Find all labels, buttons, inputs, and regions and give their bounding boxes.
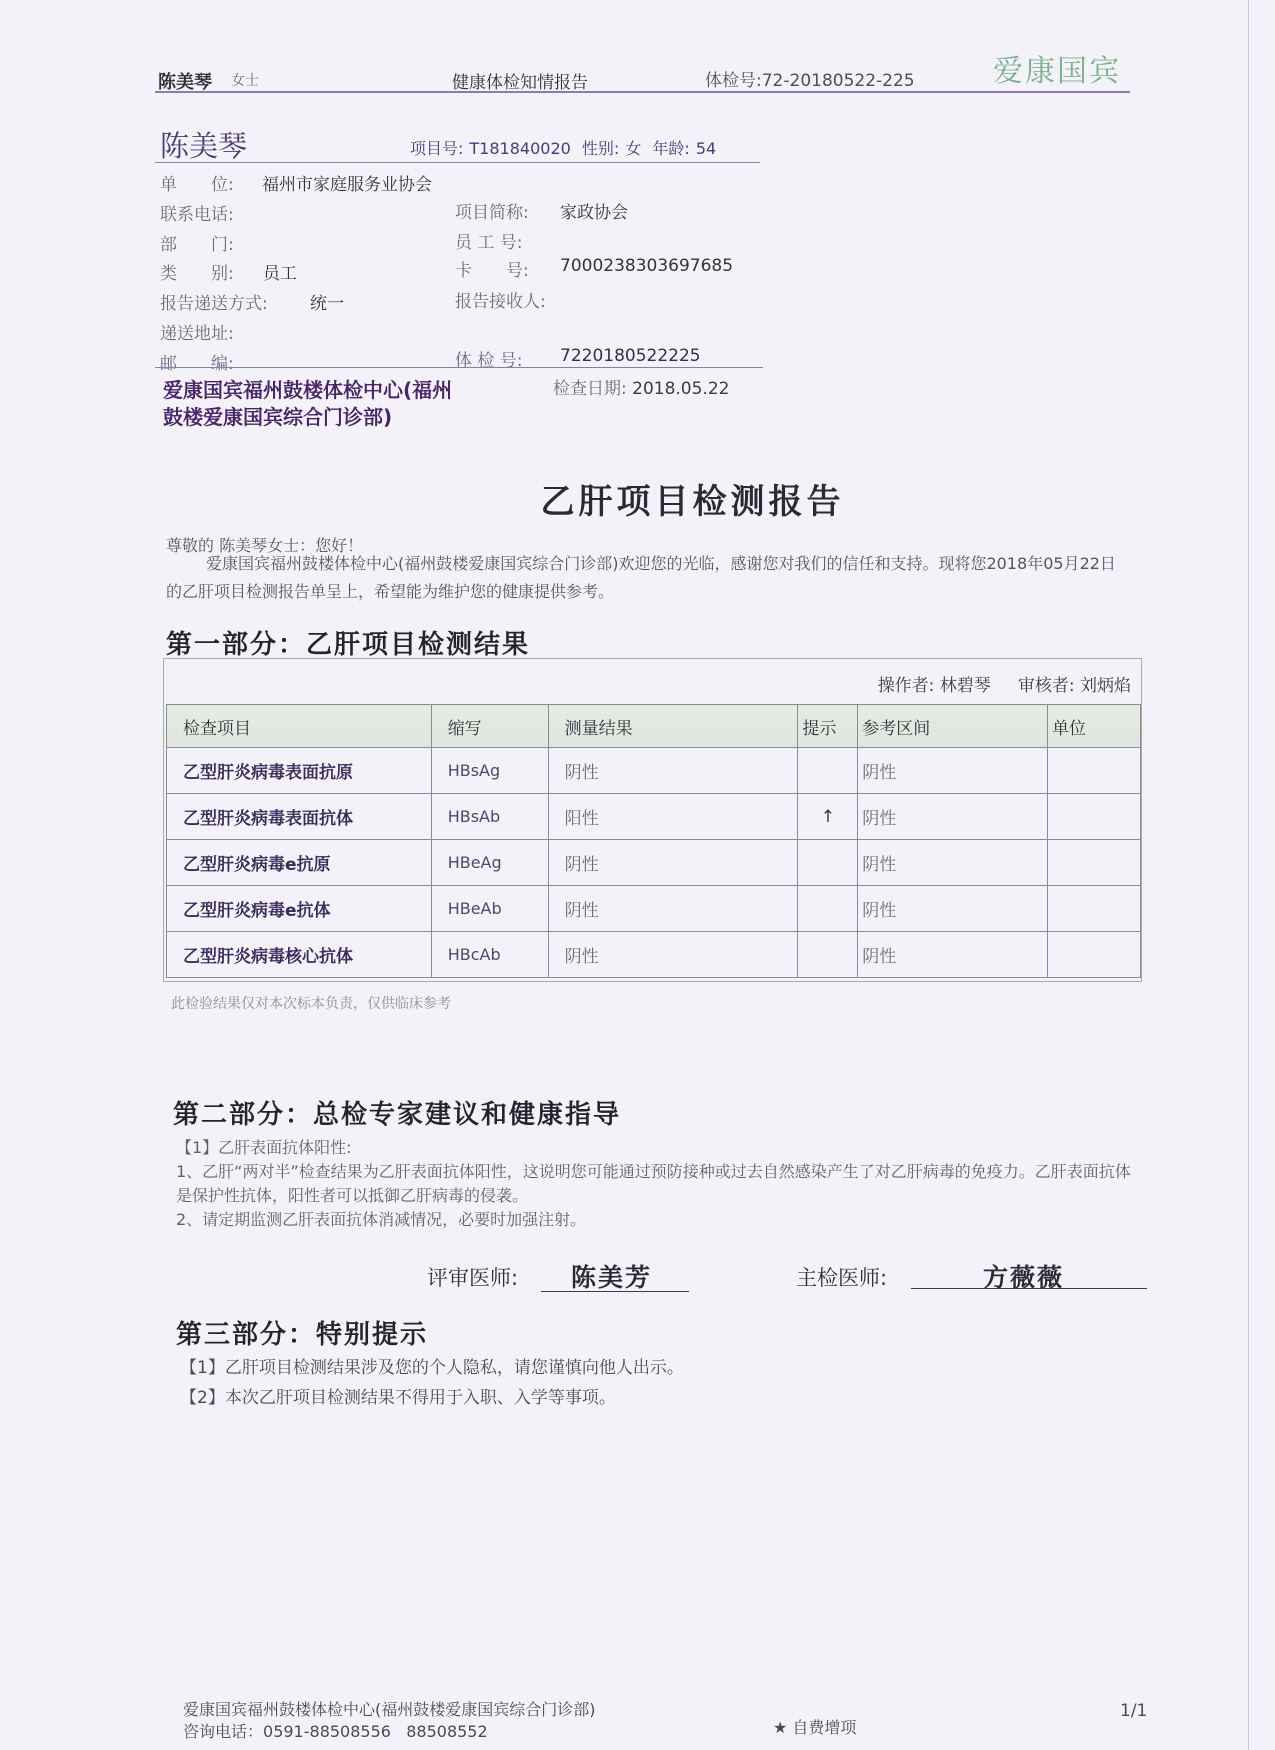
category-value: 员工 <box>263 264 297 284</box>
results-table-frame <box>163 658 1142 982</box>
cell-hint <box>798 932 858 978</box>
table-row <box>167 840 1141 886</box>
project-no-value: T181840020 <box>469 139 571 158</box>
cell-ref: 阴性 <box>858 840 1048 886</box>
header-gender-title: 女士 <box>231 73 259 89</box>
cell-hint <box>798 748 858 794</box>
table-row <box>167 748 1141 794</box>
chief-doctor-signature: 方薇薇 <box>983 1263 1065 1292</box>
cell-abbr: HBcAb <box>431 932 548 978</box>
col-header: 参考区间 <box>858 705 1048 748</box>
table-header-row <box>167 705 1141 748</box>
project-no-label: 项目号: <box>410 139 464 158</box>
notice-2: 【2】本次乙肝项目检测结果不得用于入职、入学等事项。 <box>180 1388 616 1408</box>
cell-ref: 阴性 <box>858 794 1048 840</box>
receiver-label: 报告接收人: <box>455 292 546 312</box>
col-header: 单位 <box>1048 705 1141 748</box>
cell-abbr: HBeAg <box>431 840 548 886</box>
age-label: 年龄: <box>652 139 690 158</box>
cell-result: 阳性 <box>548 794 798 840</box>
cell-hint-arrow-up-icon: ↑ <box>798 794 858 840</box>
cell-ref: 阴性 <box>858 886 1048 932</box>
footer-phone-label: 咨询电话： <box>183 1722 264 1741</box>
col-header: 测量结果 <box>548 705 798 748</box>
part1-title: 第一部分：乙肝项目检测结果 <box>166 630 531 660</box>
col-header: 缩写 <box>431 705 548 748</box>
cell-hint <box>798 886 858 932</box>
greeting: 尊敬的 陈美琴女士：您好！ <box>166 536 364 555</box>
header-rule <box>155 91 1130 93</box>
unit-value: 福州市家庭服务业协会 <box>262 175 432 195</box>
zip-label: 邮 编: <box>160 354 234 374</box>
chief-doctor-label: 主检医师: <box>796 1266 888 1290</box>
dept-label: 部 门: <box>160 235 234 255</box>
cell-item: 乙型肝炎病毒e抗体 <box>167 886 432 932</box>
cell-result: 阴性 <box>548 840 798 886</box>
operator-row <box>878 671 1131 696</box>
phone-label: 联系电话: <box>160 205 234 225</box>
cell-result: 阴性 <box>548 886 798 932</box>
brand-logo: 爱康国宾 <box>993 54 1121 89</box>
cell-ref: 阴性 <box>858 748 1048 794</box>
cell-unit <box>1048 748 1141 794</box>
header-exam-number <box>705 66 915 91</box>
reviewer-value: 刘炳焰 <box>1080 676 1131 696</box>
reviewing-doctor-signature: 陈美芳 <box>571 1263 653 1292</box>
project-abbr-label: 项目简称: <box>455 203 529 223</box>
cell-abbr: HBsAg <box>431 748 548 794</box>
patient-meta <box>410 136 722 159</box>
cell-unit <box>1048 886 1141 932</box>
cell-item: 乙型肝炎病毒表面抗原 <box>167 748 432 794</box>
table-row <box>167 794 1141 840</box>
cell-ref: 阴性 <box>858 932 1048 978</box>
unit-label: 单 位: <box>160 175 234 195</box>
cell-abbr: HBeAb <box>431 886 548 932</box>
advice-line-1: 1、乙肝“两对半”检查结果为乙肝表面抗体阳性，这说明您可能通过预防接种或过去自然感染产生了对乙肝病毒的免疫力。乙肝表面抗体是保护性抗体，阳性者可以抵御乙肝病毒的侵袭。 <box>176 1162 1131 1205</box>
disclaimer: 此检验结果仅对本次标本负责，仅供临床参考 <box>171 996 451 1012</box>
notice-1: 【1】乙肝项目检测结果涉及您的个人隐私，请您谨慎向他人出示。 <box>180 1358 684 1378</box>
report-title: 乙肝项目检测报告 <box>540 482 845 522</box>
advice-line-2: 2、请定期监测乙肝表面抗体消减情况，必要时加强注射。 <box>176 1210 587 1229</box>
operator-value: 林碧琴 <box>939 676 991 696</box>
exam-no-value: 7220180522225 <box>560 346 701 366</box>
col-header: 检查项目 <box>167 705 432 748</box>
header-exam-number-value: 72-20180522-225 <box>761 71 915 91</box>
cell-unit <box>1048 932 1141 978</box>
advice-block <box>176 1136 1146 1232</box>
reviewer-signature-line <box>541 1291 689 1292</box>
operator-label: 操作者: <box>877 676 935 696</box>
results-table <box>166 704 1141 978</box>
delivery-label: 报告递送方式: <box>160 294 268 314</box>
header-patient-name: 陈美琴 <box>158 72 212 93</box>
footer-phone-1: 0591-88508556 <box>263 1722 391 1741</box>
sex-label: 性别: <box>581 139 620 158</box>
footer-self-pay: ★ 自费增项 <box>773 1718 857 1737</box>
cell-unit <box>1048 794 1141 840</box>
advice-heading: 【1】乙肝表面抗体阳性: <box>176 1138 352 1157</box>
cell-item: 乙型肝炎病毒e抗原 <box>167 840 432 886</box>
card-value: 7000238303697685 <box>560 256 734 276</box>
table-row <box>167 886 1141 932</box>
exam-date-value: 2018.05.22 <box>632 379 730 399</box>
footer-phone-2: 88508552 <box>406 1722 488 1741</box>
cell-unit <box>1048 840 1141 886</box>
patient-rule <box>155 162 760 163</box>
card-label: 卡 号: <box>455 261 529 281</box>
page-number: 1/1 <box>1120 1701 1148 1721</box>
intro-paragraph: 爱康国宾福州鼓楼体检中心(福州鼓楼爱康国宾综合门诊部)欢迎您的光临，感谢您对我们的信任和支持。现将您2018年05月22日的乙肝项目检测报告单呈上，希望能为维护您的健康提供参考。 <box>166 554 1116 601</box>
category-label: 类 别: <box>160 264 234 284</box>
header-exam-number-label: 体检号: <box>705 71 762 91</box>
sex-value: 女 <box>625 139 642 158</box>
exam-date <box>553 374 729 399</box>
cell-item: 乙型肝炎病毒表面抗体 <box>167 794 432 840</box>
reviewer-label: 审核者: <box>1017 676 1075 696</box>
table-row <box>167 932 1141 978</box>
part3-title: 第三部分：特别提示 <box>176 1320 429 1350</box>
cell-item: 乙型肝炎病毒核心抗体 <box>167 932 432 978</box>
cell-abbr: HBsAb <box>431 794 548 840</box>
employee-no-label: 员 工 号: <box>455 233 523 253</box>
age-value: 54 <box>695 139 717 158</box>
cell-result: 阴性 <box>548 932 798 978</box>
address-label: 递送地址: <box>160 324 234 344</box>
delivery-value: 统一 <box>310 294 344 314</box>
chief-signature-line <box>911 1288 1147 1289</box>
info-rule <box>155 367 763 368</box>
footer-phone <box>183 1719 488 1742</box>
col-header: 提示 <box>798 705 858 748</box>
part2-title: 第二部分：总检专家建议和健康指导 <box>173 1100 622 1130</box>
cell-hint <box>798 840 858 886</box>
project-abbr-value: 家政协会 <box>560 203 628 223</box>
center-name: 爱康国宾福州鼓楼体检中心(福州鼓楼爱康国宾综合门诊部) <box>163 378 453 429</box>
footer-center-name: 爱康国宾福州鼓楼体检中心(福州鼓楼爱康国宾综合门诊部) <box>183 1700 596 1719</box>
reviewing-doctor-label: 评审医师: <box>427 1266 519 1290</box>
exam-date-label: 检查日期: <box>553 379 627 399</box>
exam-no-label: 体 检 号: <box>455 351 523 371</box>
patient-name: 陈美琴 <box>160 129 248 163</box>
cell-result: 阴性 <box>548 748 798 794</box>
page-edge <box>1248 0 1249 1750</box>
header-report-type: 健康体检知情报告 <box>452 73 588 93</box>
